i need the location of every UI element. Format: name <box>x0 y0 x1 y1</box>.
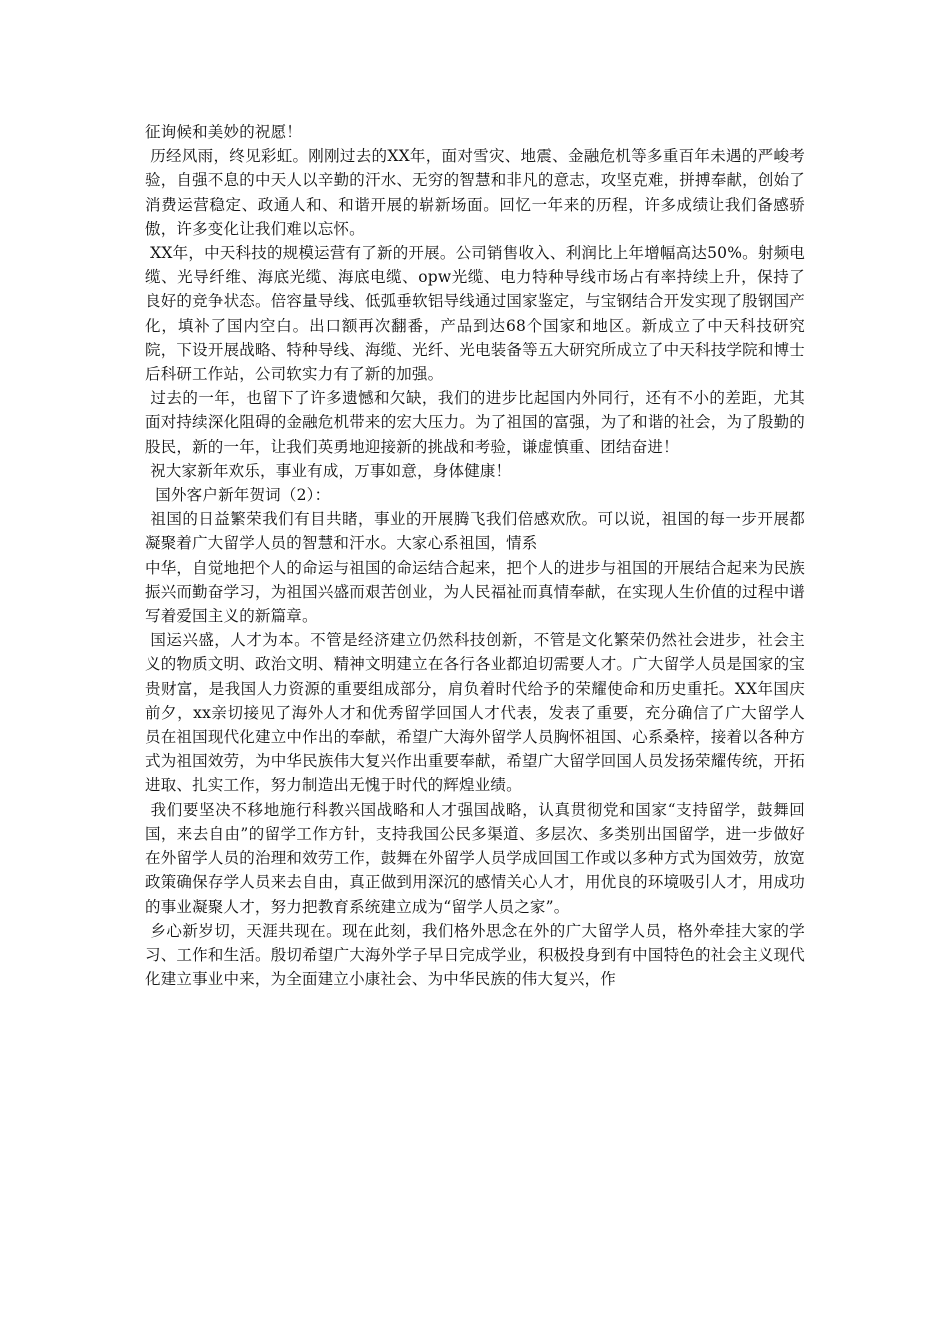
paragraph-homesick: 乡心新岁切，天涯共现在。现在此刻，我们格外思念在外的广大留学人员，格外牵挂大家的学习、工作和生活。殷切希望广大海外学子早日完成学业，积极投身到有中国特色的社会主义现代化建立事业中来，为全面建立小康社会、为中华民族的伟大复兴，作 <box>145 921 805 989</box>
section-heading: 国外客户新年贺词（2）： <box>145 486 331 505</box>
paragraph-year-review: 历经风雨，终见彩虹。刚刚过去的XX年，面对雪灾、地震、金融危机等多重百年未遇的严峻考验，自强不息的中天人以辛勤的汗水、无穷的智慧和非凡的意志，攻坚克难，拼搏奉献，创始了消费运营稳定、政通人和、和谐开展的崭新场面。回忆一年来的历程，许多成绩让我们备感骄傲，许多变化让我们难以忘怀。 <box>145 147 805 238</box>
paragraph-closing-greeting: 征询候和美妙的祝愿！ <box>145 123 303 141</box>
paragraph-patriotism: 中华，自觉地把个人的命运与祖国的命运结合起来，把个人的进步与祖国的开展结合起来为民族振兴而勤奋学习，为祖国兴盛而艰苦创业，为人民福祉而真情奉献，在实现人生价值的过程中谱写着爱国主义的新篇章。 <box>145 558 805 626</box>
paragraph-motherland-prosperity: 祖国的日益繁荣我们有目共睹，事业的开展腾飞我们倍感欢欣。可以说，祖国的每一步开展都凝聚着广大留学人员的智慧和汗水。大家心系祖国，情系 <box>145 510 805 553</box>
paragraph-talent: 国运兴盛，人才为本。不管是经济建立仍然科技创新，不管是文化繁荣仍然社会进步，社会主义的物质文明、政治文明、精神文明建立在各行各业都迫切需要人才。广大留学人员是国家的宝贵财富，是我国人力资源的重要组成部分，肩负着时代给予的荣耀使命和历史重托。XX年国庆前夕，xx亲切接见了海外人才和优秀留学回国人才代表，发表了重要，充分确信了广大留学人员在祖国现代化建立中作出的奉献，希望广大海外留学人员胸怀祖国、心系桑梓，接着以各种方式为祖国效劳，为中华民族伟大复兴作出重要奉献，希望广大留学回国人员发扬荣耀传统，开拓进取、扎实工作，努力制造出无愧于时代的辉煌业绩。 <box>145 631 805 795</box>
paragraph-new-year-wishes: 祝大家新年欢乐，事业有成，万事如意，身体健康！ <box>145 461 512 480</box>
document-body <box>145 120 805 991</box>
paragraph-company-progress: XX年，中天科技的规模运营有了新的开展。公司销售收入、利润比上年增幅高达50%。射频电缆、光导纤维、海底光缆、海底电缆、opw光缆、电力特种导线市场占有率持续上升，保持了良好的竞争状态。倍容量导线、低弧垂软铝导线通过国家鉴定，与宝钢结合开发实现了殷钢国产化，填补了国内空白。出口额再次翻番，产品到达68个国家和地区。新成立了中天科技研究院，下设开展战略、特种导线、海缆、光纤、光电装备等五大研究所成立了中天科技学院和博士后科研工作站，公司软实力有了新的加强。 <box>145 244 805 384</box>
paragraph-strategy: 我们要坚决不移地施行科教兴国战略和人才强国战略，认真贯彻党和国家“支持留学，鼓舞回国，来去自由”的留学工作方针，支持我国公民多渠道、多层次、多类别出国留学，进一步做好在外留学人员的治理和效劳工作，鼓舞在外留学人员学成回国工作或以多种方式为国效劳，放宽政策确保存学人员来去自由，真正做到用深沉的感情关心人才，用优良的环境吸引人才，用成功的事业凝聚人才，努力把教育系统建立成为“留学人员之家”。 <box>145 800 805 916</box>
paragraph-shortcomings: 过去的一年，也留下了许多遗憾和欠缺，我们的进步比起国内外同行，还有不小的差距，尤其面对持续深化阻碍的金融危机带来的宏大压力。为了祖国的富强，为了和谐的社会，为了殷勤的股民，新的一年，让我们英勇地迎接新的挑战和考验，谦虚慎重、团结奋进！ <box>145 389 805 456</box>
